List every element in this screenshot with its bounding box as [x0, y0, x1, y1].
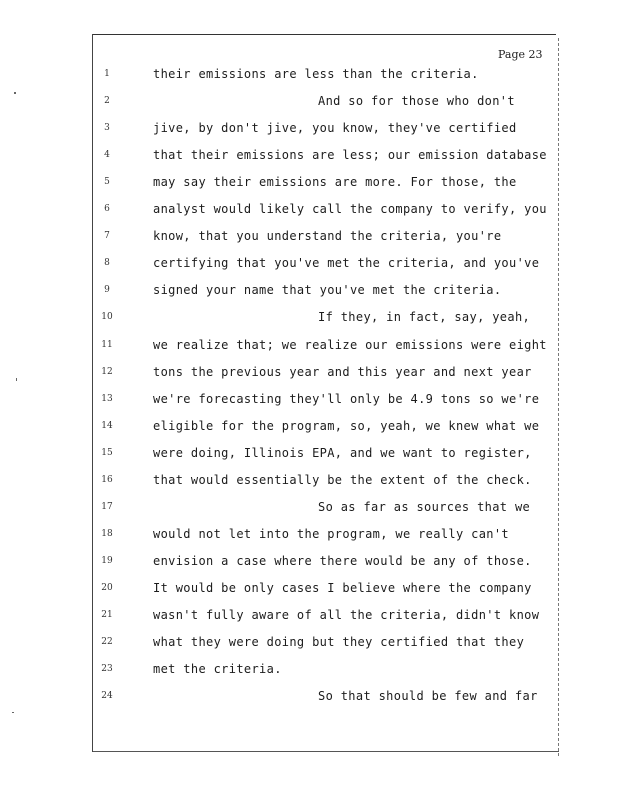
line-number: 6: [104, 204, 110, 214]
transcript-line: [0, 446, 618, 473]
line-text: that would essentially be the extent of the check.: [153, 473, 532, 487]
line-text: wasn't fully aware of all the criteria, didn't know: [153, 608, 540, 622]
scan-speck: [14, 92, 16, 94]
transcript-line: [0, 202, 618, 229]
line-text: eligible for the program, so, yeah, we knew what we: [153, 419, 540, 433]
line-text: tons the previous year and this year and next year: [153, 365, 532, 379]
line-text: would not let into the program, we really can't: [153, 527, 510, 541]
line-text: envision a case where there would be any of those.: [153, 554, 532, 568]
transcript-line: [0, 67, 618, 94]
transcript-line: [0, 419, 618, 446]
line-number: 22: [101, 637, 113, 647]
transcript-line: [0, 283, 618, 310]
line-number: 12: [101, 367, 113, 377]
line-number: 8: [104, 258, 110, 268]
transcript-line: [0, 175, 618, 202]
line-number: 9: [104, 285, 110, 295]
transcript-line: [0, 94, 618, 121]
line-text: analyst would likely call the company to verify, you: [153, 202, 547, 216]
line-number: 21: [101, 610, 113, 620]
transcript-line: [0, 581, 618, 608]
transcript-line: [0, 392, 618, 419]
line-text: may say their emissions are more. For those, the: [153, 175, 517, 189]
scan-speck: [12, 712, 14, 713]
line-text: If they, in fact, say, yeah,: [318, 310, 531, 324]
line-text: that their emissions are less; our emission database: [153, 148, 547, 162]
line-text: were doing, Illinois EPA, and we want to register,: [153, 446, 532, 460]
line-number: 3: [104, 123, 110, 133]
transcript-line: [0, 310, 618, 337]
line-text: certifying that you've met the criteria, and you've: [153, 256, 540, 270]
line-text: met the criteria.: [153, 662, 282, 676]
line-text: their emissions are less than the criteria.: [153, 67, 479, 81]
line-number: 23: [101, 664, 113, 674]
line-number: 13: [101, 394, 113, 404]
scan-speck: [16, 378, 17, 381]
line-number: 24: [101, 691, 113, 701]
line-number: 2: [104, 96, 110, 106]
transcript-line: [0, 365, 618, 392]
line-number: 15: [101, 448, 113, 458]
transcript-line: [0, 229, 618, 256]
transcript-line: [0, 121, 618, 148]
page-frame-top: [93, 34, 556, 35]
line-text: what they were doing but they certified that they: [153, 635, 525, 649]
transcript-line: [0, 148, 618, 175]
transcript-line: [0, 662, 618, 689]
line-text: So as far as sources that we: [318, 500, 531, 514]
line-number: 11: [101, 340, 113, 350]
line-number: 1: [104, 69, 110, 79]
line-number: 19: [101, 556, 113, 566]
line-number: 5: [104, 177, 110, 187]
transcript-line: [0, 635, 618, 662]
line-text: So that should be few and far: [318, 689, 538, 703]
line-number: 16: [101, 475, 113, 485]
line-number: 18: [101, 529, 113, 539]
transcript-line: [0, 338, 618, 365]
line-number: 20: [101, 583, 113, 593]
line-number: 14: [101, 421, 113, 431]
transcript-line: [0, 554, 618, 581]
line-text: And so for those who don't: [318, 94, 515, 108]
page-number-header: Page 23: [498, 48, 543, 61]
transcript-line: [0, 256, 618, 283]
line-text: we're forecasting they'll only be 4.9 tons so we're: [153, 392, 540, 406]
line-number: 7: [104, 231, 110, 241]
line-number: 10: [101, 312, 113, 322]
transcript-line: [0, 527, 618, 554]
page-frame-bottom: [93, 751, 559, 752]
line-number: 17: [101, 502, 113, 512]
line-text: we realize that; we realize our emissions were eight: [153, 338, 547, 352]
line-text: know, that you understand the criteria, you're: [153, 229, 502, 243]
line-text: signed your name that you've met the criteria.: [153, 283, 502, 297]
transcript-line: [0, 473, 618, 500]
line-text: It would be only cases I believe where the company: [153, 581, 532, 595]
transcript-line: [0, 500, 618, 527]
transcript-line: [0, 608, 618, 635]
line-number: 4: [104, 150, 110, 160]
transcript-line: [0, 689, 618, 716]
line-text: jive, by don't jive, you know, they've certified: [153, 121, 517, 135]
